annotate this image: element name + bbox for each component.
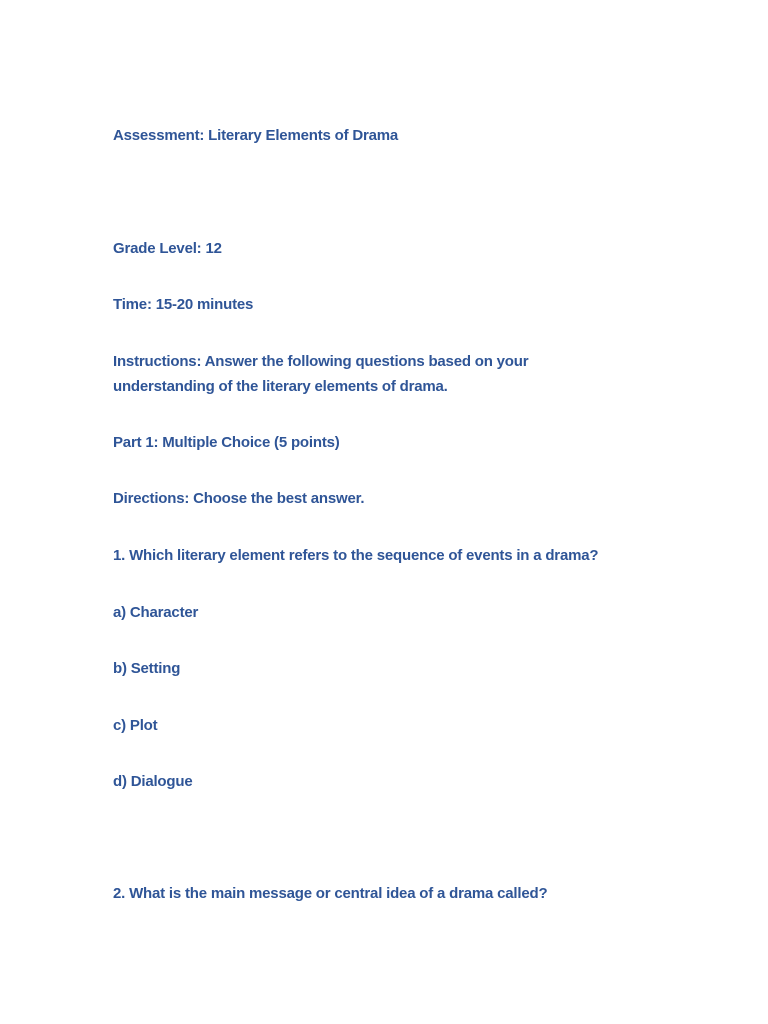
question-1-option-a: a) Character	[113, 604, 199, 621]
question-1-option-d: d) Dialogue	[113, 773, 193, 790]
part1-heading: Part 1: Multiple Choice (5 points)	[113, 434, 340, 451]
question-1-option-b: b) Setting	[113, 660, 181, 677]
grade-level: Grade Level: 12	[113, 240, 222, 257]
document-title: Assessment: Literary Elements of Drama	[113, 127, 399, 144]
question-1: 1. Which literary element refers to the sequence of events in a drama?	[113, 547, 599, 564]
instructions-line-2: understanding of the literary elements of drama.	[113, 378, 448, 395]
instructions-line-1: Instructions: Answer the following questions based on your	[113, 353, 529, 370]
question-2: 2. What is the main message or central idea of a drama called?	[113, 885, 548, 902]
directions: Directions: Choose the best answer.	[113, 490, 365, 507]
question-1-option-c: c) Plot	[113, 717, 158, 734]
time-allotted: Time: 15-20 minutes	[113, 296, 254, 313]
